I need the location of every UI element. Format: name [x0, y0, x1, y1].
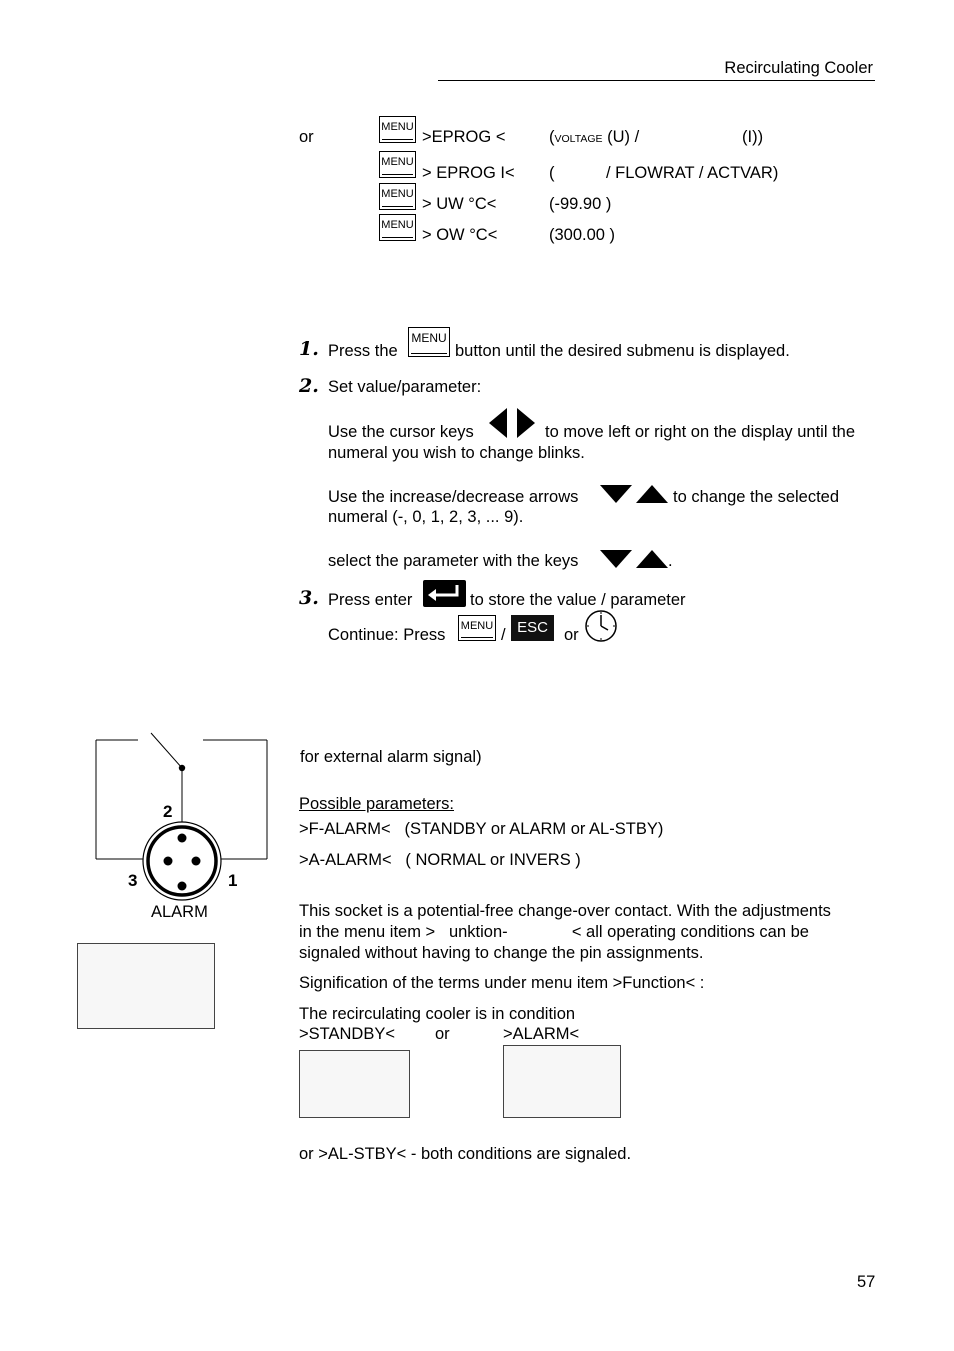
step-number-2: 2. [299, 375, 319, 397]
step-number-1: 1. [299, 338, 319, 360]
step2-label: Set value/parameter: [328, 378, 482, 396]
or-label: or [299, 128, 314, 146]
value-open: ( [549, 128, 555, 146]
esc-key-icon: ESC [511, 615, 554, 641]
menu-key-icon: MENU [379, 214, 416, 241]
cursor-text-line2: numeral you wish to change blinks. [328, 444, 585, 462]
header-rule [438, 80, 875, 81]
menu-key-icon: MENU [379, 183, 416, 210]
option-value-eprog-i-open: ( [549, 164, 555, 182]
condition-standby: >STANDBY< [299, 1025, 395, 1043]
page-number: 57 [857, 1273, 876, 1291]
option-code-ow: > OW °C< [422, 226, 498, 244]
arrows-text-line2: numeral (-, 0, 1, 2, 3, ... 9). [328, 508, 524, 526]
arrows-text-after: to change the selected [673, 488, 840, 506]
value-rest: (U) / [602, 128, 640, 146]
connector-label: ALARM [151, 903, 208, 921]
continue-label: Continue: Press [328, 626, 446, 644]
alarm-image-box [503, 1045, 621, 1118]
continue-slash: / [501, 626, 506, 644]
standby-image-box [299, 1050, 410, 1118]
step1-after: button until the desired submenu is displayed. [455, 342, 790, 360]
para-line-2: in the menu item > unktion- < all operating conditions can be [299, 923, 809, 941]
menu-key-icon: MENU [408, 327, 450, 357]
clock-icon [584, 609, 618, 643]
step-number-3: 3. [299, 587, 319, 609]
image-placeholder-box [77, 943, 215, 1029]
condition-alarm: >ALARM< [503, 1025, 580, 1043]
arrows-text-before: Use the increase/decrease arrows [328, 488, 579, 506]
cursor-text-after: to move left or right on the display until the [545, 423, 856, 441]
option-value-eprog-end: (I)) [742, 128, 764, 146]
option-value-uw: (-99.90 ) [549, 195, 612, 213]
option-code-eprog-i: > EPROG I< [422, 164, 515, 182]
select-text-after: . [668, 552, 673, 570]
para-line-3: signaled without having to change the pin assignments. [299, 944, 704, 962]
option-value-eprog [549, 128, 639, 147]
alarm-connector-diagram [90, 728, 275, 903]
step1-before: Press the [328, 342, 398, 360]
continue-or: or [564, 626, 579, 644]
pin-label-1: 1 [228, 871, 238, 890]
param-a-alarm: >A-ALARM< ( NORMAL or INVERS ) [299, 851, 581, 869]
pin-label-2: 2 [163, 802, 173, 821]
option-code-eprog: >EPROG < [422, 128, 506, 146]
select-text-before: select the parameter with the keys [328, 552, 579, 570]
external-alarm-text: for external alarm signal) [300, 748, 482, 766]
condition-or: or [435, 1025, 450, 1043]
option-value-ow: (300.00 ) [549, 226, 616, 244]
header-title: Recirculating Cooler [724, 59, 873, 77]
cursor-text-before: Use the cursor keys [328, 423, 474, 441]
step3-before: Press enter [328, 591, 413, 609]
cursor-left-right-icon [487, 406, 539, 440]
menu-key-icon: MENU [379, 151, 416, 178]
value-small: VOLTAGE [554, 133, 603, 145]
option-value-eprog-i: / FLOWRAT / ACTVAR) [606, 164, 779, 182]
down-up-arrows-icon [599, 548, 669, 570]
menu-key-icon: MENU [379, 116, 416, 143]
signification-text: Signification of the terms under menu item >Function< : [299, 974, 705, 992]
enter-key-icon [423, 580, 466, 607]
condition-line: The recirculating cooler is in condition [299, 1005, 576, 1023]
para-line-1: This socket is a potential-free change-over contact. With the adjustments [299, 902, 831, 920]
pin-label-3: 3 [128, 871, 138, 890]
step3-after: to store the value / parameter [470, 591, 686, 609]
option-code-uw: > UW °C< [422, 195, 497, 213]
menu-key-icon: MENU [458, 615, 496, 641]
param-f-alarm: >F-ALARM< (STANDBY or ALARM or AL-STBY) [299, 820, 664, 838]
down-up-arrows-icon [599, 483, 669, 505]
possible-parameters-heading: Possible parameters: [299, 795, 454, 813]
final-text: or >AL-STBY< - both conditions are signaled. [299, 1145, 632, 1163]
